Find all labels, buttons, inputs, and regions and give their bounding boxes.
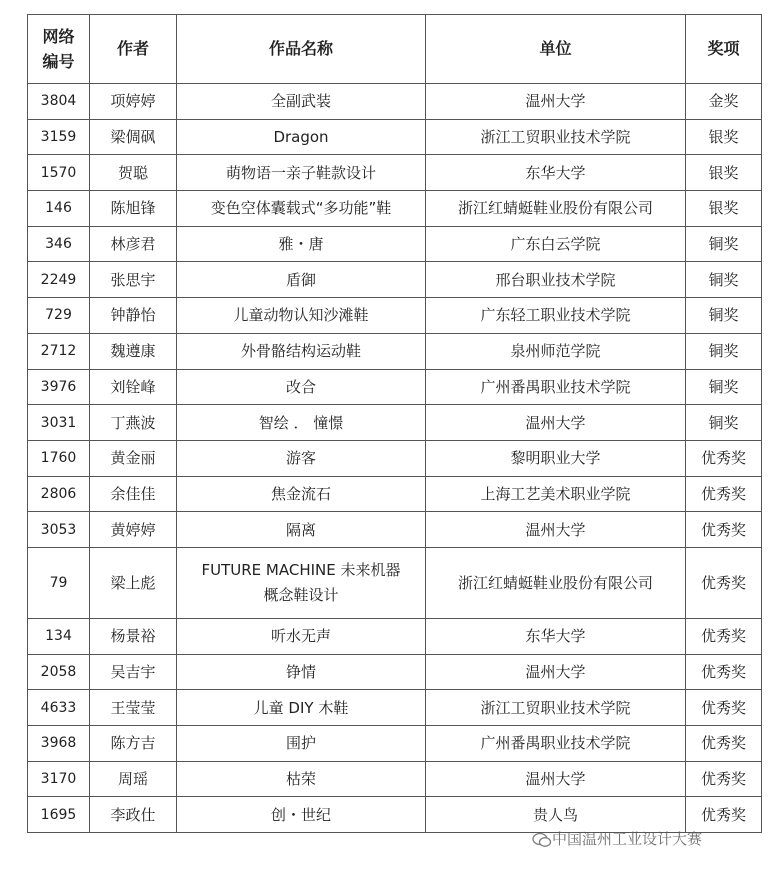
table-row bbox=[28, 369, 762, 405]
cell-id: 346 bbox=[28, 226, 90, 262]
cell-unit: 黎明职业大学 bbox=[426, 440, 686, 476]
cell-author: 张思宇 bbox=[90, 262, 177, 298]
cell-author: 陈旭锋 bbox=[90, 191, 177, 227]
cell-author: 李政仕 bbox=[90, 797, 177, 833]
cell-author: 黄婷婷 bbox=[90, 512, 177, 548]
cell-id: 134 bbox=[28, 618, 90, 654]
cell-id: 1570 bbox=[28, 155, 90, 191]
table-row bbox=[28, 618, 762, 654]
cell-award: 铜奖 bbox=[686, 262, 762, 298]
table-row bbox=[28, 440, 762, 476]
cell-id: 2249 bbox=[28, 262, 90, 298]
cell-author: 项婷婷 bbox=[90, 84, 177, 120]
header-work: 作品名称 bbox=[177, 15, 426, 84]
cell-author: 刘铨峰 bbox=[90, 369, 177, 405]
cell-work: 铮情 bbox=[177, 654, 426, 690]
cell-author: 黄金丽 bbox=[90, 440, 177, 476]
cell-author: 钟静怡 bbox=[90, 298, 177, 334]
cell-award: 优秀奖 bbox=[686, 512, 762, 548]
table-row bbox=[28, 119, 762, 155]
cell-unit: 泉州师范学院 bbox=[426, 333, 686, 369]
cell-unit: 温州大学 bbox=[426, 761, 686, 797]
cell-award: 优秀奖 bbox=[686, 761, 762, 797]
cell-unit: 广州番禺职业技术学院 bbox=[426, 369, 686, 405]
table-row bbox=[28, 405, 762, 441]
table-row bbox=[28, 333, 762, 369]
cell-award: 优秀奖 bbox=[686, 726, 762, 762]
cell-id: 3031 bbox=[28, 405, 90, 441]
cell-id: 2806 bbox=[28, 476, 90, 512]
table-row bbox=[28, 690, 762, 726]
cell-author: 陈方吉 bbox=[90, 726, 177, 762]
cell-work: 萌物语一亲子鞋款设计 bbox=[177, 155, 426, 191]
cell-author: 吴吉宇 bbox=[90, 654, 177, 690]
cell-id: 729 bbox=[28, 298, 90, 334]
header-author: 作者 bbox=[90, 15, 177, 84]
cell-author: 林彦君 bbox=[90, 226, 177, 262]
cell-award: 银奖 bbox=[686, 191, 762, 227]
cell-author: 梁倜砜 bbox=[90, 119, 177, 155]
cell-work: Dragon bbox=[177, 119, 426, 155]
header-id: 网络 编号 bbox=[28, 15, 90, 84]
header-award: 奖项 bbox=[686, 15, 762, 84]
table-row bbox=[28, 476, 762, 512]
cell-work: 盾御 bbox=[177, 262, 426, 298]
header-unit: 单位 bbox=[426, 15, 686, 84]
cell-award: 优秀奖 bbox=[686, 476, 762, 512]
cell-author: 丁燕波 bbox=[90, 405, 177, 441]
cell-id: 79 bbox=[28, 547, 90, 618]
watermark bbox=[532, 828, 702, 849]
table-row bbox=[28, 654, 762, 690]
cell-award: 优秀奖 bbox=[686, 654, 762, 690]
cell-id: 2712 bbox=[28, 333, 90, 369]
cell-id: 146 bbox=[28, 191, 90, 227]
cell-id: 3170 bbox=[28, 761, 90, 797]
table-row bbox=[28, 547, 762, 618]
cell-award: 铜奖 bbox=[686, 298, 762, 334]
table-row bbox=[28, 726, 762, 762]
table-row bbox=[28, 298, 762, 334]
cell-unit: 温州大学 bbox=[426, 512, 686, 548]
cell-award: 优秀奖 bbox=[686, 440, 762, 476]
cell-work: 儿童 DIY 木鞋 bbox=[177, 690, 426, 726]
cell-work: 游客 bbox=[177, 440, 426, 476]
cell-award: 铜奖 bbox=[686, 369, 762, 405]
cell-work: 围护 bbox=[177, 726, 426, 762]
cell-award: 铜奖 bbox=[686, 405, 762, 441]
cell-work: 智绘 ． 憧憬 bbox=[177, 405, 426, 441]
cell-unit: 浙江红蜻蜓鞋业股份有限公司 bbox=[426, 547, 686, 618]
cell-unit: 贵人鸟 bbox=[426, 797, 686, 833]
cell-author: 魏遵康 bbox=[90, 333, 177, 369]
cell-award: 优秀奖 bbox=[686, 547, 762, 618]
cell-award: 金奖 bbox=[686, 84, 762, 120]
cell-work: 变色空体囊载式“多功能”鞋 bbox=[177, 191, 426, 227]
cell-award: 优秀奖 bbox=[686, 618, 762, 654]
cell-author: 杨景裕 bbox=[90, 618, 177, 654]
watermark-text: 中国温州工业设计大赛 bbox=[552, 830, 703, 848]
cell-author: 周瑶 bbox=[90, 761, 177, 797]
cell-unit: 温州大学 bbox=[426, 84, 686, 120]
cell-award: 铜奖 bbox=[686, 226, 762, 262]
cell-id: 3976 bbox=[28, 369, 90, 405]
cell-unit: 广东轻工职业技术学院 bbox=[426, 298, 686, 334]
cell-id: 3159 bbox=[28, 119, 90, 155]
cell-unit: 邢台职业技术学院 bbox=[426, 262, 686, 298]
cell-id: 3053 bbox=[28, 512, 90, 548]
cell-award: 铜奖 bbox=[686, 333, 762, 369]
cell-award: 银奖 bbox=[686, 155, 762, 191]
cell-unit: 温州大学 bbox=[426, 654, 686, 690]
cell-unit: 广州番禺职业技术学院 bbox=[426, 726, 686, 762]
cell-id: 3804 bbox=[28, 84, 90, 120]
cell-unit: 东华大学 bbox=[426, 155, 686, 191]
cell-unit: 东华大学 bbox=[426, 618, 686, 654]
awards-table bbox=[27, 14, 762, 833]
cell-id: 1760 bbox=[28, 440, 90, 476]
cell-work: 听水无声 bbox=[177, 618, 426, 654]
cell-work-line: 概念鞋设计 bbox=[263, 585, 339, 604]
table-row bbox=[28, 84, 762, 120]
cell-id: 3968 bbox=[28, 726, 90, 762]
cell-id: 2058 bbox=[28, 654, 90, 690]
cell-work: 隔离 bbox=[177, 512, 426, 548]
cell-work: 创・世纪 bbox=[177, 797, 426, 833]
cell-work: 儿童动物认知沙滩鞋 bbox=[177, 298, 426, 334]
header-row bbox=[28, 15, 762, 84]
table-row bbox=[28, 512, 762, 548]
cell-unit: 浙江工贸职业技术学院 bbox=[426, 119, 686, 155]
cell-work: 雅・唐 bbox=[177, 226, 426, 262]
cell-author: 贺聪 bbox=[90, 155, 177, 191]
cell-work bbox=[177, 547, 426, 618]
cell-unit: 温州大学 bbox=[426, 405, 686, 441]
cell-work-line: FUTURE MACHINE 未来机器 bbox=[201, 560, 401, 579]
cell-id: 4633 bbox=[28, 690, 90, 726]
wechat-icon bbox=[532, 832, 552, 848]
table-row bbox=[28, 191, 762, 227]
cell-award: 银奖 bbox=[686, 119, 762, 155]
cell-id: 1695 bbox=[28, 797, 90, 833]
cell-work: 外骨骼结构运动鞋 bbox=[177, 333, 426, 369]
table-row bbox=[28, 226, 762, 262]
cell-author: 余佳佳 bbox=[90, 476, 177, 512]
cell-unit: 浙江工贸职业技术学院 bbox=[426, 690, 686, 726]
table-row bbox=[28, 262, 762, 298]
cell-work: 焦金流石 bbox=[177, 476, 426, 512]
cell-work: 改合 bbox=[177, 369, 426, 405]
cell-award: 优秀奖 bbox=[686, 690, 762, 726]
cell-unit: 上海工艺美术职业学院 bbox=[426, 476, 686, 512]
cell-work: 枯荣 bbox=[177, 761, 426, 797]
cell-author: 梁上彪 bbox=[90, 547, 177, 618]
cell-work: 全副武装 bbox=[177, 84, 426, 120]
cell-award: 优秀奖 bbox=[686, 797, 762, 833]
table-row bbox=[28, 155, 762, 191]
cell-unit: 广东白云学院 bbox=[426, 226, 686, 262]
table-row bbox=[28, 761, 762, 797]
cell-author: 王莹莹 bbox=[90, 690, 177, 726]
cell-unit: 浙江红蜻蜓鞋业股份有限公司 bbox=[426, 191, 686, 227]
